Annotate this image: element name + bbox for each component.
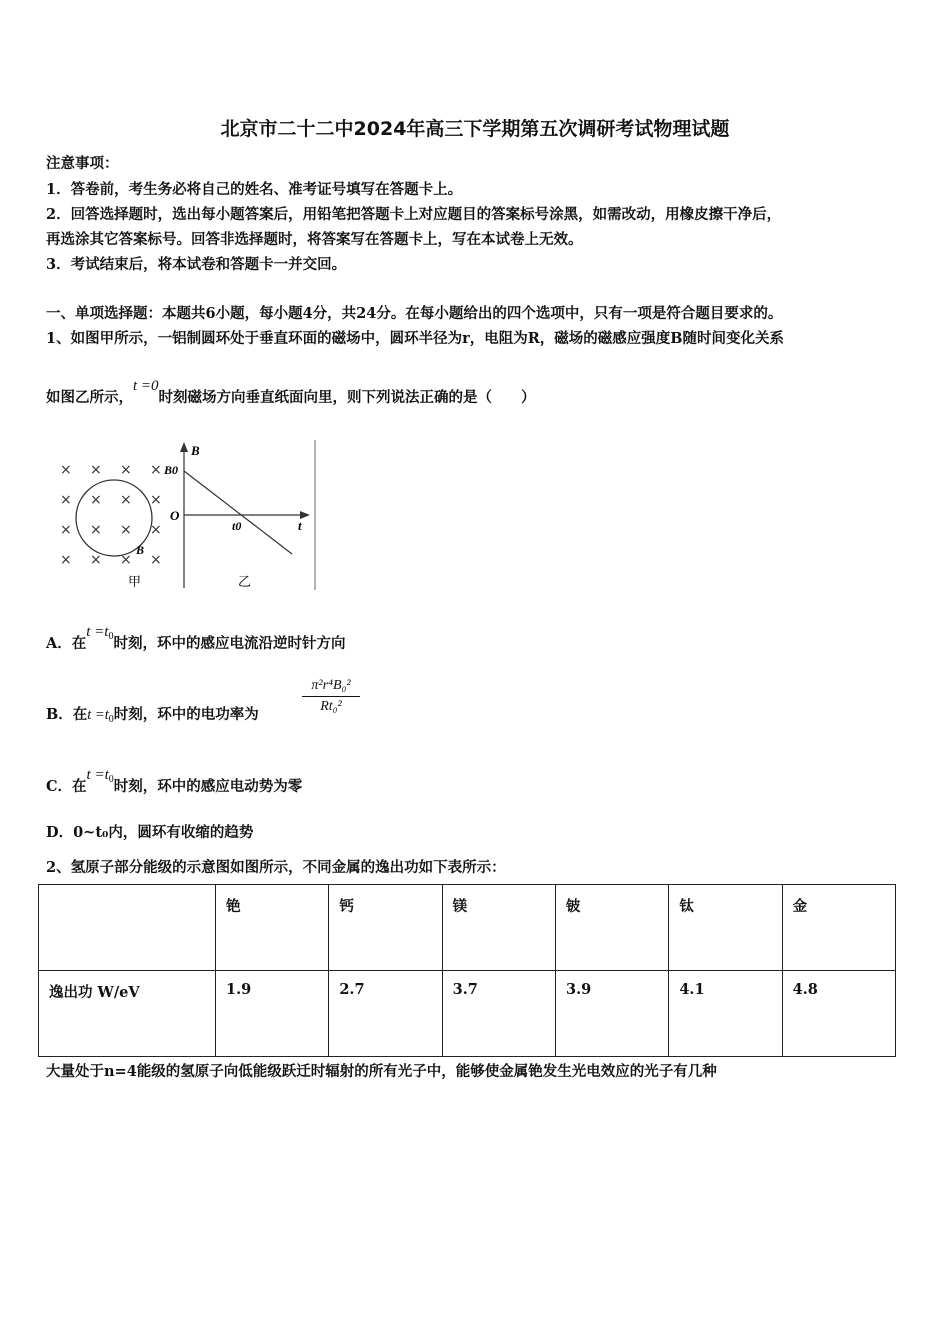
cross-mark: × [150,552,162,568]
table-cell: 1.9 [216,971,329,1057]
q1-t0-math: t =0 [133,378,159,394]
table-cell [39,885,216,971]
t0-label: t0 [232,519,242,533]
ring-B-label: B [136,543,145,557]
option-c-post: 时刻，环中的感应电动势为零 [113,778,303,795]
notice-heading: 注意事项： [46,155,119,172]
cross-mark: × [150,462,162,478]
q2-after-text: 大量处于n=4能级的氢原子向低能级跃迁时辐射的所有光子中，能够使金属铯发生光电效应的光子有几种 [46,1063,717,1080]
table-cell: 3.7 [442,971,555,1057]
table-cell: 铍 [555,885,668,971]
axis-t-label: t [298,518,302,533]
cross-mark: × [120,492,132,508]
B0-label: B0 [164,463,179,477]
y-axis-arrow [180,442,188,452]
notice-item-3: 3．考试结束后，将本试卷和答题卡一并交回。 [46,256,347,273]
work-function-table [38,884,896,1057]
q1-option-c [46,767,303,797]
cross-mark: × [120,522,132,538]
cross-mark: × [120,552,132,568]
q2-stem: 2、氢原子部分能级的示意图如图所示，不同金属的逸出功如下表所示： [46,859,506,876]
option-b-pre: B．在 [46,706,88,723]
option-a-math-t: t =t [86,624,109,640]
option-a-math [86,624,113,640]
notice-item-2b: 再选涂其它答案标号。回答非选择题时，将答案写在答题卡上，写在本试卷上无效。 [46,231,583,248]
table-cell: 4.1 [669,971,782,1057]
notice-item-2a: 2．回答选择题时，选出每小题答案后，用铅笔把答题卡上对应题目的答案标号涂黑，如需改动，用橡皮擦干净后， [46,206,782,223]
page-title: 北京市二十二中2024年高三下学期第五次调研考试物理试题 [220,118,730,140]
cross-mark: × [60,462,72,478]
table-cell: 钙 [329,885,442,971]
option-c-math-t: t =t [86,767,109,783]
cross-mark: × [150,492,162,508]
q1-stem-line2 [46,378,536,407]
cross-mark: × [60,522,72,538]
table-cell: 3.9 [555,971,668,1057]
notice-item-1: 1．答卷前，考生务必将自己的姓名、准考证号填写在答题卡上。 [46,181,463,198]
cross-mark: × [60,492,72,508]
cross-mark: × [120,462,132,478]
axis-B-label: B [191,443,200,458]
cross-mark: × [90,462,102,478]
q1-stem-post: 时刻磁场方向垂直纸面向里，则下列说法正确的是（ ） [158,389,536,406]
fraction-denominator: Rt₀² [320,699,342,714]
section-heading: 一、单项选择题：本题共6小题，每小题4分，共24分。在每小题给出的四个选项中，只有一项是符合题目要求的。 [46,305,783,322]
label-yi: 乙 [238,575,252,590]
option-b-mid: 时刻，环中的电功率为 [113,706,259,723]
cross-mark: × [90,522,102,538]
option-b-fraction [302,678,360,715]
table-cell: 4.8 [782,971,895,1057]
option-c-math [87,767,114,783]
b-line [184,471,292,554]
option-c-pre: C．在 [46,778,87,795]
q1-option-d: D．0~t₀内，圆环有收缩的趋势 [46,824,254,841]
cross-marks [60,462,162,568]
table-cell: 金 [782,885,895,971]
table-cell: 2.7 [329,971,442,1057]
option-b-math-t: t =t [87,707,109,723]
label-jia: 甲 [128,575,142,590]
cross-mark: × [90,552,102,568]
q1-option-b [46,703,259,725]
cross-mark: × [150,522,162,538]
table-cell: 逸出功 W/eV [39,971,216,1057]
q1-stem-line1: 1、如图甲所示，一铝制圆环处于垂直环面的磁场中，圆环半径为r，电阻为R，磁场的磁感应强度B随时间变化关系 [46,330,785,347]
q1-stem-pre: 如图乙所示， [46,389,133,406]
table-row [39,971,896,1057]
origin-label: O [170,508,180,523]
table-cell: 钛 [669,885,782,971]
q1-figure [50,438,330,594]
option-a-post: 时刻，环中的感应电流沿逆时针方向 [113,635,346,652]
table-header-row [39,885,896,971]
option-b-math [87,707,113,723]
table-cell: 铯 [216,885,329,971]
q1-option-a [46,624,346,654]
option-a-pre: A．在 [46,635,87,652]
option-b-math-sub: 0 [108,714,114,725]
table-cell: 镁 [442,885,555,971]
option-a-math-sub: 0 [108,631,114,642]
cross-mark: × [60,552,72,568]
cross-mark: × [90,492,102,508]
fraction-numerator: π²r⁴B₀² [302,678,360,697]
option-c-math-sub: 0 [108,774,114,785]
